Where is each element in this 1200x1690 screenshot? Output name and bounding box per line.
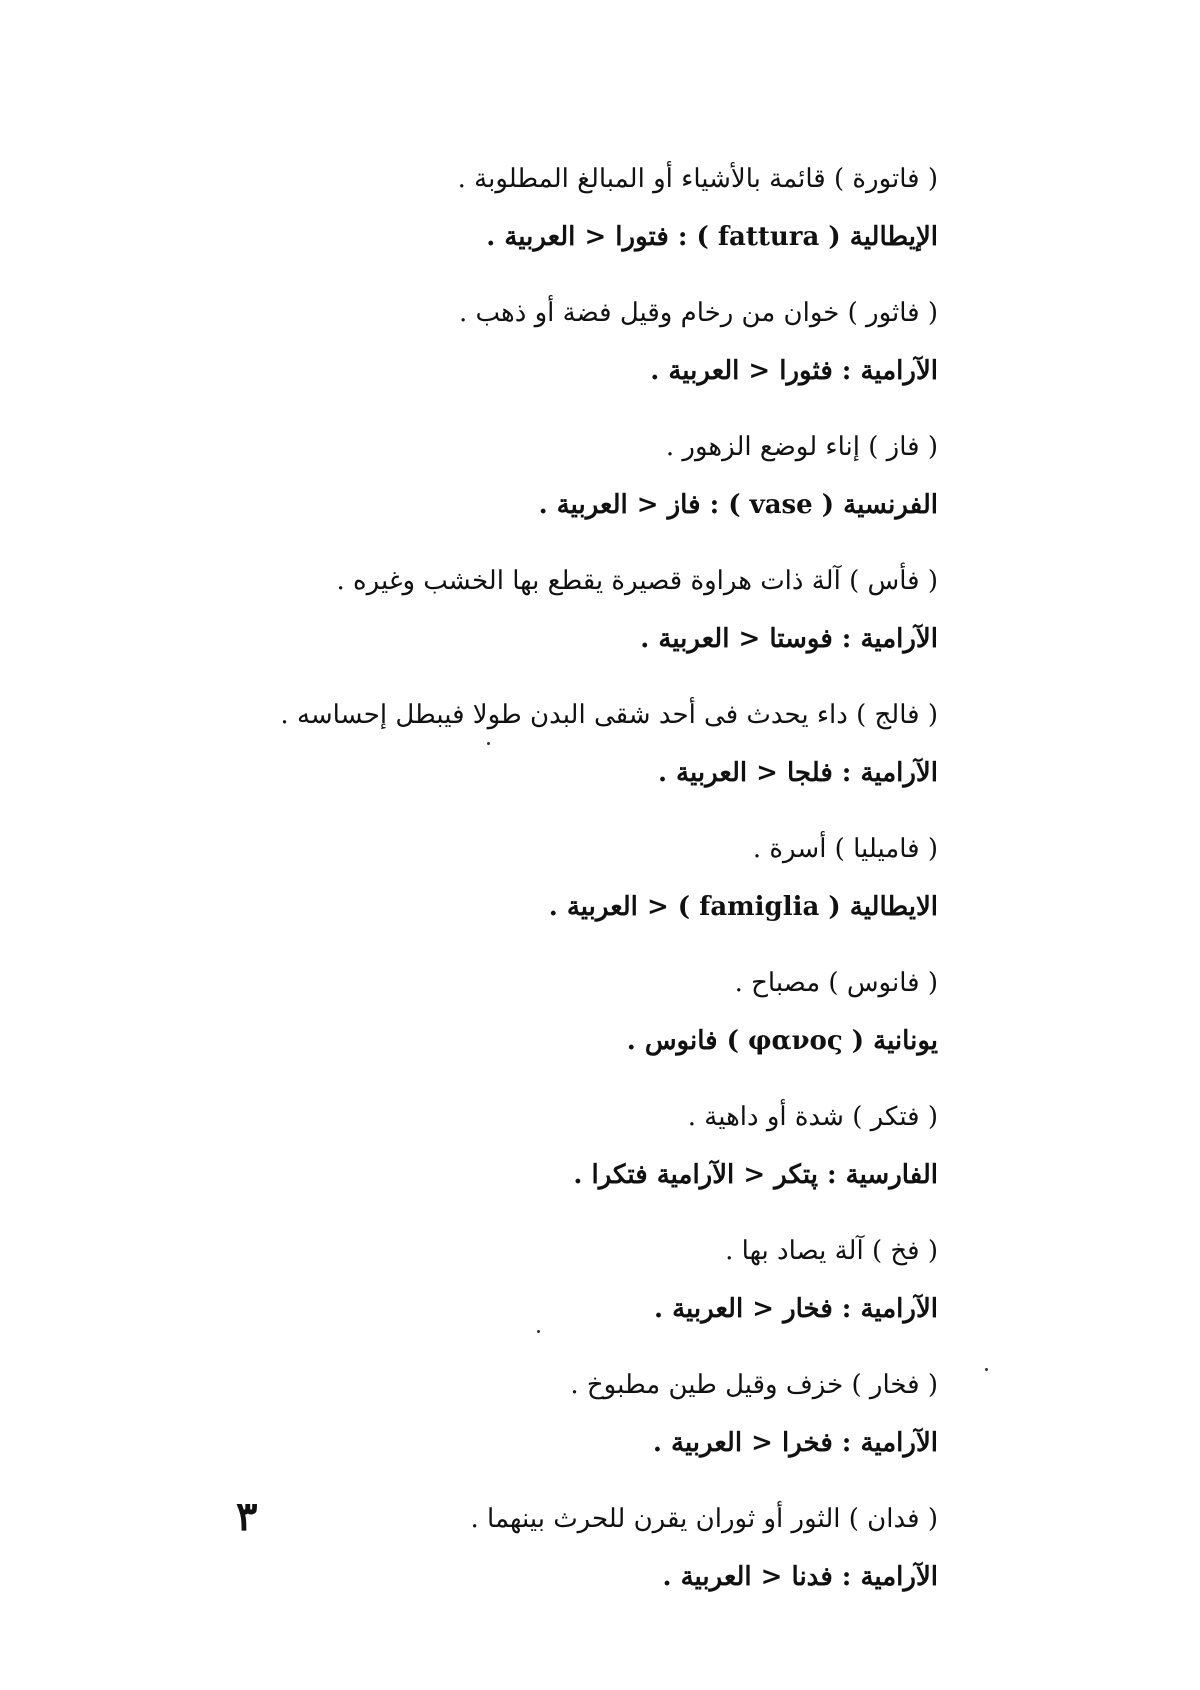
scan-speck <box>487 742 490 745</box>
page-number: ٣ <box>236 1493 258 1540</box>
headword-line: ( فخار ) خزف وقيل طين مطبوخ . <box>570 1370 938 1400</box>
origin-line: الفرنسية ( vase ) : فاز < العربية . <box>538 490 938 520</box>
entry-fakh <box>218 1222 938 1338</box>
origin-line: الآرامية : فثورا < العربية . <box>650 356 938 386</box>
entry-fathur <box>218 284 938 400</box>
origin-line: الآرامية : فخار < العربية . <box>654 1294 938 1324</box>
headword-line: ( فاميليا ) أسرة . <box>752 834 938 864</box>
headword-line: ( فاز ) إناء لوضع الزهور . <box>665 432 938 462</box>
origin-line: الآرامية : فوستا < العربية . <box>640 624 938 654</box>
entry-faz <box>218 418 938 534</box>
scan-speck <box>985 1368 988 1371</box>
scan-speck <box>537 1330 540 1333</box>
entry-fas <box>218 552 938 668</box>
headword-line: ( فاثور ) خوان من رخام وقيل فضة أو ذهب . <box>459 298 938 328</box>
headword-line: ( فالج ) داء يحدث فى أحد شقى البدن طولا فيبطل إحساسه . <box>280 700 938 730</box>
headword-line: ( فتكر ) شدة أو داهية . <box>687 1102 938 1132</box>
origin-line: الايطالية ( famiglia ) < العربية . <box>548 892 938 922</box>
headword-line: ( فدان ) الثور أو ثوران يقرن للحرث بينهما . <box>470 1504 938 1534</box>
origin-line: الآرامية : فخرا < العربية . <box>652 1428 938 1458</box>
entry-familia <box>218 820 938 936</box>
origin-line: الآرامية : فلجا < العربية . <box>657 758 938 788</box>
entry-fatura <box>218 150 938 266</box>
entry-fatkar <box>218 1088 938 1204</box>
headword-line: ( فانوس ) مصباح . <box>734 968 938 998</box>
origin-line: الإيطالية ( fattura ) : فتورا < العربية . <box>486 222 938 252</box>
entry-list <box>218 150 938 1624</box>
origin-line: الفارسية : پتكر < الآرامية فتكرا . <box>573 1160 938 1190</box>
headword-line: ( فاتورة ) قائمة بالأشياء أو المبالغ المطلوبة . <box>457 164 938 194</box>
entry-fakhkhar <box>218 1356 938 1472</box>
headword-line: ( فأس ) آلة ذات هراوة قصيرة يقطع بها الخشب وغيره . <box>336 566 938 596</box>
entry-falij <box>218 686 938 802</box>
entry-faddan <box>218 1490 938 1606</box>
origin-line: يونانية ( φανος ) فانوس . <box>626 1026 938 1056</box>
entry-fanus <box>218 954 938 1070</box>
origin-line: الآرامية : فدنا < العربية . <box>662 1562 938 1592</box>
headword-line: ( فخ ) آلة يصاد بها . <box>725 1236 938 1266</box>
